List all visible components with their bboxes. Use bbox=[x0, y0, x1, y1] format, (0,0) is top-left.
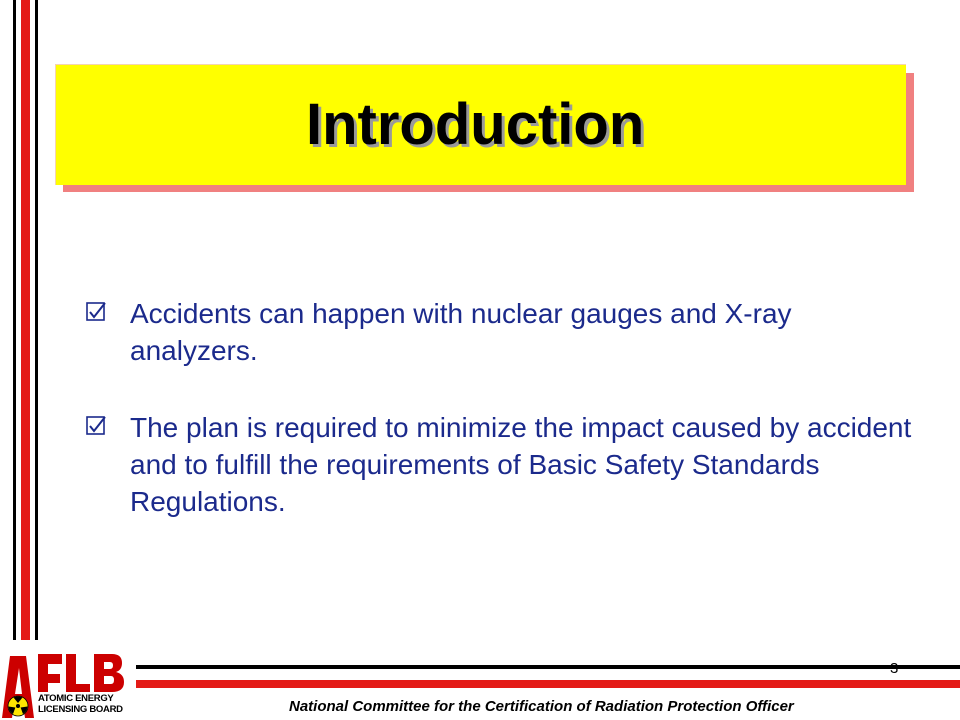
radiation-icon bbox=[8, 696, 28, 716]
page-number: 3 bbox=[890, 660, 899, 677]
checkbox-checked-icon bbox=[86, 302, 106, 322]
slide-title: Introduction bbox=[306, 92, 645, 157]
footer-rule-red bbox=[136, 680, 960, 688]
left-border-red bbox=[21, 0, 30, 640]
bullet-text: Accidents can happen with nuclear gauges and X-ray analyzers. bbox=[130, 298, 792, 366]
left-border-black-inner bbox=[35, 0, 38, 640]
logo-org-line2: LICENSING BOARD bbox=[38, 704, 123, 715]
bullet-item bbox=[86, 409, 926, 520]
left-border-black-outer bbox=[13, 0, 16, 640]
footer-rule-black bbox=[136, 665, 960, 669]
checkbox-checked-icon bbox=[86, 416, 106, 436]
bullet-item bbox=[86, 295, 926, 369]
bullet-text: The plan is required to minimize the impact caused by accident and to fulfill the requirements of Basic Safety Standards Regulations. bbox=[130, 412, 912, 517]
logo-org-name bbox=[38, 693, 128, 715]
logo-org-line1: ATOMIC ENERGY bbox=[38, 693, 114, 704]
footer-committee-text: National Committee for the Certification of Radiation Protection Officer bbox=[289, 698, 794, 715]
bullet-list bbox=[86, 295, 926, 560]
